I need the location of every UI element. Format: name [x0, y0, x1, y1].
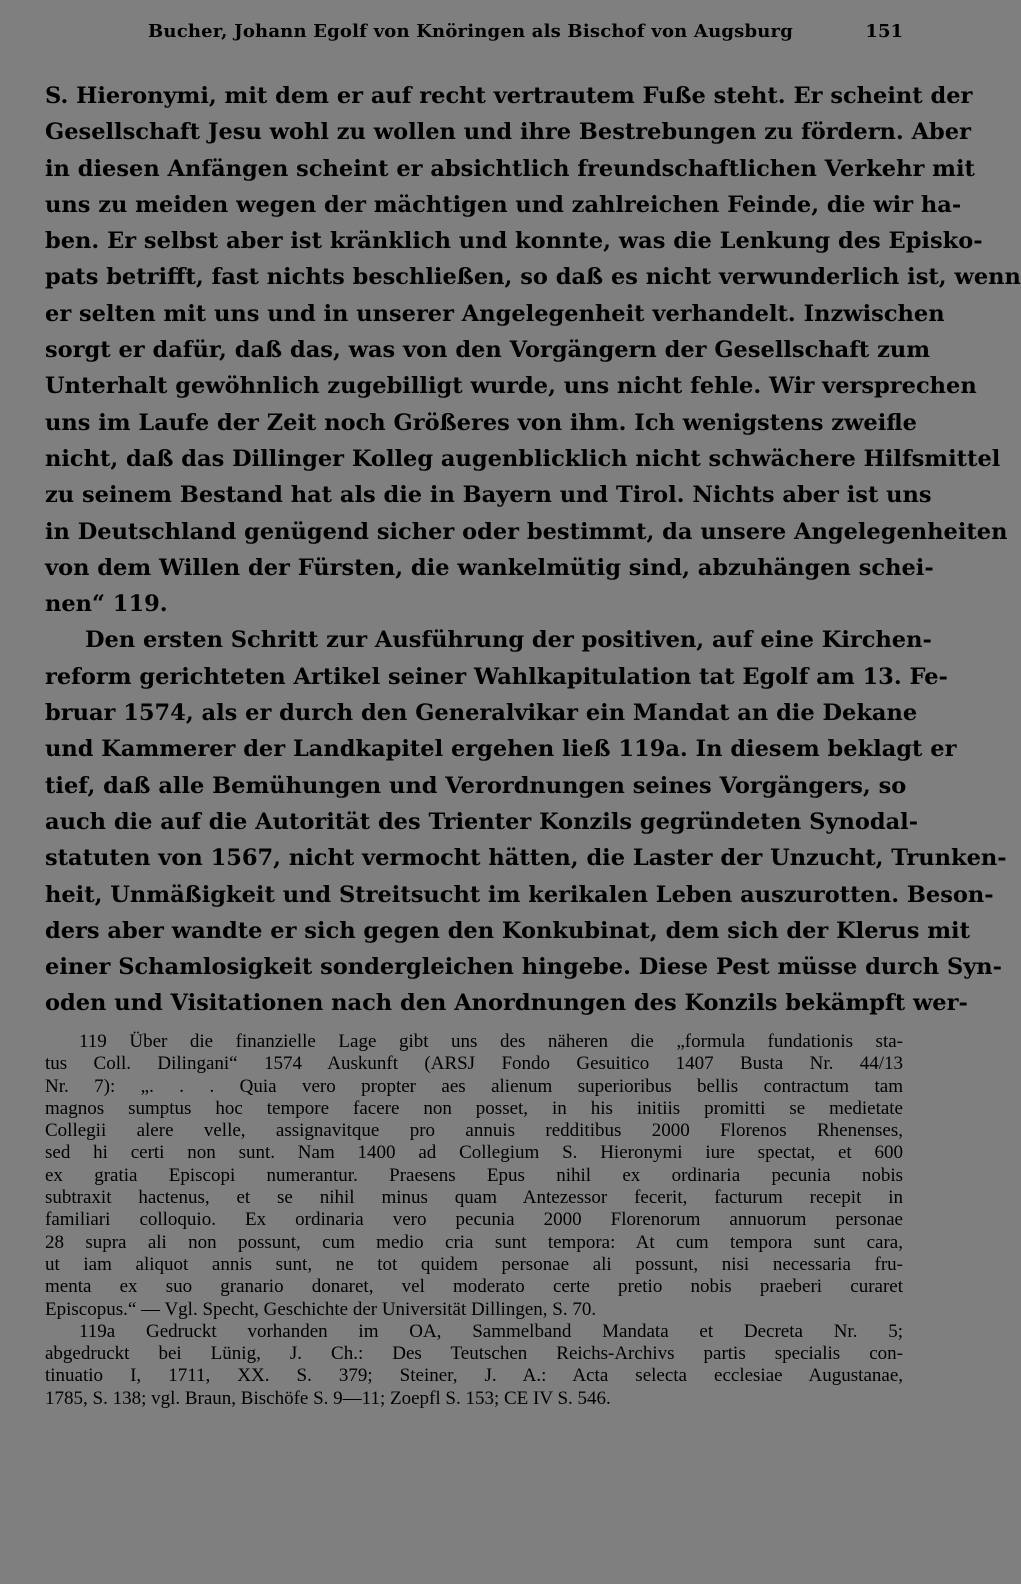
text-line: tief, daß alle Bemühungen und Verordnungen seines Vorgängers, so	[45, 772, 907, 799]
text-line: ders aber wandte er sich gegen den Konkubinat, dem sich der Klerus mit	[45, 917, 970, 944]
text-line: einer Schamlosigkeit sondergleichen hingebe. Diese Pest müsse durch Syn-	[45, 954, 1002, 981]
footnote-line: 119a Gedruckt vorhanden im OA, Sammelband Mandata et Decreta Nr. 5;	[79, 1320, 903, 1342]
text-line: er selten mit uns und in unserer Angelegenheit verhandelt. Inzwischen	[45, 300, 945, 327]
text-line: in Deutschland genügend sicher oder bestimmt, da unsere Angelegenheiten	[45, 518, 1008, 545]
footnote-line: menta ex suo granario donaret, vel moderato certe pretio nobis praeberi curaret	[45, 1276, 903, 1298]
text-line: pats betrifft, fast nichts beschließen, so daß es nicht verwunderlich ist, wenn	[45, 264, 1021, 291]
text-line: statuten von 1567, nicht vermocht hätten, die Laster der Unzucht, Trunken-	[45, 845, 1007, 872]
footnote-line: 119 Über die finanzielle Lage gibt uns des näheren die „formula fundationis sta-	[79, 1031, 903, 1052]
footnote-line: Episcopus.“ — Vgl. Specht, Geschichte der Universität Dillingen, S. 70.	[45, 1298, 597, 1320]
text-line: Gesellschaft Jesu wohl zu wollen und ihre Bestrebungen zu fördern. Aber	[45, 119, 971, 146]
footnote-line: tus Coll. Dilingani“ 1574 Auskunft (ARSJ Fondo Gesuitico 1407 Busta Nr. 44/13	[45, 1053, 903, 1075]
text-line: uns zu meiden wegen der mächtigen und zahlreichen Feinde, die wir ha-	[45, 191, 962, 218]
footnote-line: sed hi certi non sunt. Nam 1400 ad Collegium S. Hieronymi iure spectat, et 600	[45, 1142, 903, 1164]
running-title: Bucher, Johann Egolf von Knöringen als Bischof von Augsburg	[148, 21, 794, 42]
text-line: S. Hieronymi, mit dem er auf recht vertrautem Fuße steht. Er scheint der	[45, 83, 973, 109]
footnote-line: Collegii alere velle, assignavitque pro annuis redditibus 2000 Florenos Rhenenses,	[45, 1120, 903, 1142]
text-line: reform gerichteten Artikel seiner Wahlkapitulation tat Egolf am 13. Fe-	[45, 663, 948, 690]
text-line: ben. Er selbst aber ist kränklich und konnte, was die Lenkung des Episko-	[45, 228, 983, 255]
book-page	[45, 14, 1021, 1554]
text-line: heit, Unmäßigkeit und Streitsucht im kerikalen Leben auszurotten. Beson-	[45, 881, 994, 908]
main-text	[45, 78, 1021, 1022]
footnote-line: ex gratia Episcopi numerantur. Praesens Epus nihil ex ordinaria pecunia nobis	[45, 1164, 903, 1186]
text-line: bruar 1574, als er durch den Generalvikar ein Mandat an die Dekane	[45, 700, 918, 727]
footnote-line: subtraxit hactenus, et se nihil minus quam Antezessor fecerit, facturum recepit in	[45, 1187, 903, 1209]
text-line: Den ersten Schritt zur Ausführung der positiven, auf eine Kirchen-	[85, 627, 932, 654]
text-line: nen“ 119.	[45, 591, 168, 618]
text-line: sorgt er dafür, daß das, was von den Vorgängern der Gesellschaft zum	[45, 337, 931, 364]
text-line: oden und Visitationen nach den Anordnungen des Konzils bekämpft wer-	[45, 990, 968, 1017]
footnote-line: abgedruckt bei Lünig, J. Ch.: Des Teutschen Reichs-Archivs partis specialis con-	[45, 1343, 903, 1365]
text-line: in diesen Anfängen scheint er absichtlich freundschaftlichen Verkehr mit	[45, 155, 975, 182]
text-line: Unterhalt gewöhnlich zugebilligt wurde, uns nicht fehle. Wir versprechen	[45, 373, 977, 400]
running-header	[45, 14, 903, 50]
footnote-line: ut iam aliquot annis sunt, ne tot quidem personae ali possunt, nisi necessaria fru-	[45, 1253, 903, 1275]
text-line: von dem Willen der Fürsten, die wankelmütig sind, abzuhängen schei-	[45, 554, 934, 581]
text-line: nicht, daß das Dillinger Kolleg augenblicklich nicht schwächere Hilfsmittel	[45, 445, 1001, 472]
text-line: uns im Laufe der Zeit noch Größeres von ihm. Ich wenigstens zweifle	[45, 409, 917, 436]
footnote-line: Nr. 7): „. . . Quia vero propter aes alienum superioribus bellis contractum tam	[45, 1075, 903, 1097]
text-line: zu seinem Bestand hat als die in Bayern und Tirol. Nichts aber ist uns	[45, 482, 932, 509]
footnote-line: 1785, S. 138; vgl. Braun, Bischöfe S. 9—11; Zoepfl S. 153; CE IV S. 546.	[45, 1387, 611, 1409]
text-line: und Kammerer der Landkapitel ergehen ließ 119a. In diesem beklagt er	[45, 736, 957, 763]
footnote-line: tinuatio I, 1711, XX. S. 379; Steiner, J. A.: Acta selecta ecclesiae Augustanae,	[45, 1365, 903, 1387]
text-line: auch die auf die Autorität des Trienter Konzils gegründeten Synodal-	[45, 808, 919, 835]
footnote-line: magnos sumptus hoc tempore facere non posset, in his initiis promitti se medietate	[45, 1097, 903, 1119]
footnote-line: familiari colloquio. Ex ordinaria vero pecunia 2000 Florenorum annuorum personae	[45, 1209, 903, 1231]
page-number: 151	[865, 21, 903, 42]
footnote-line: 28 supra ali non possunt, cum medio cria sunt tempora: At cum tempora sunt cara,	[45, 1231, 903, 1253]
footnotes	[45, 1031, 903, 1410]
